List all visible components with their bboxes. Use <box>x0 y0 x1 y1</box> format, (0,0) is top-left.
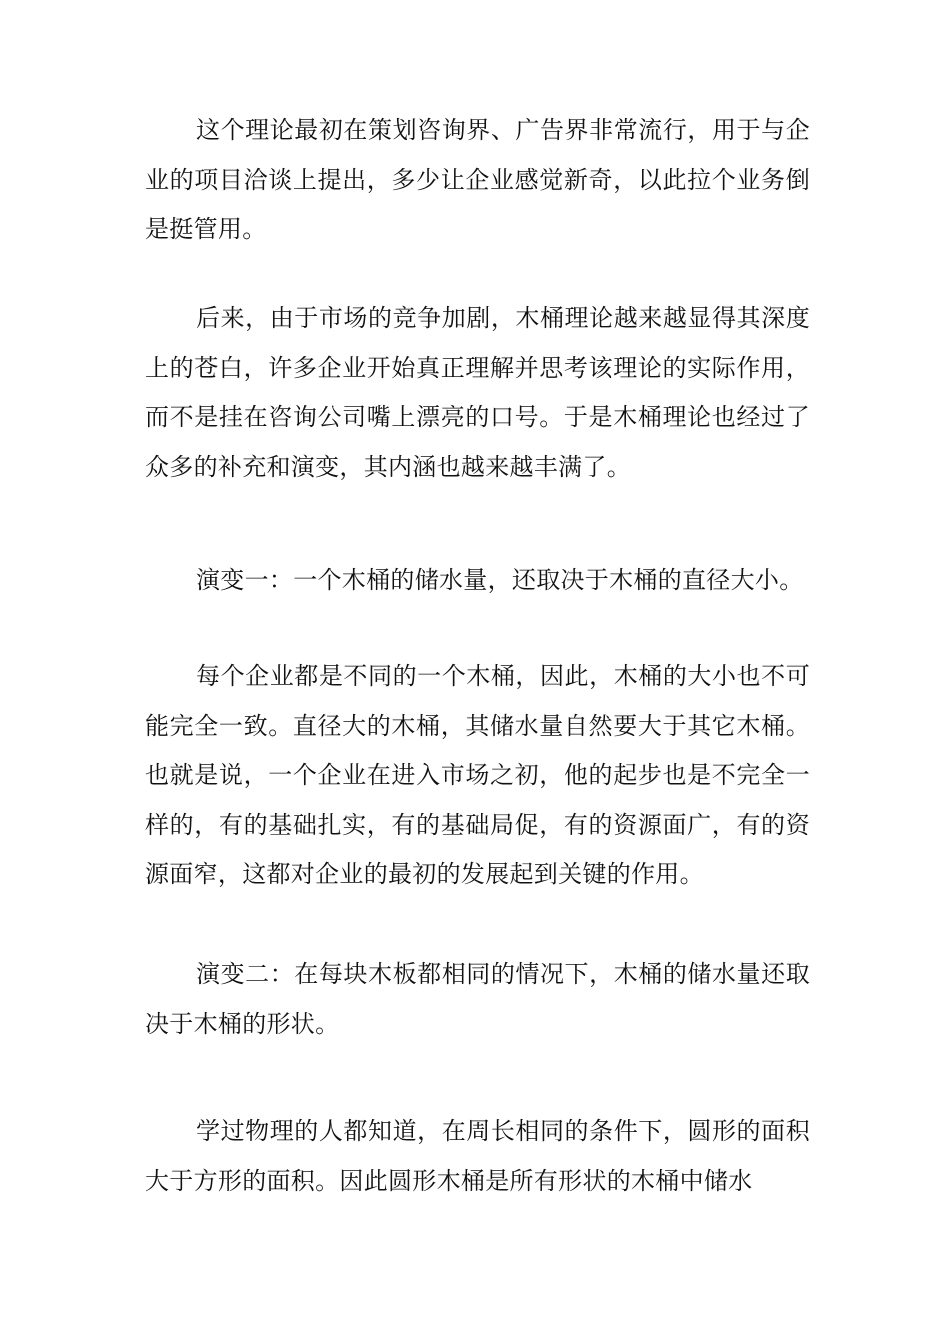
paragraph-2: 后来，由于市场的竞争加剧，木桶理论越来越显得其深度上的苍白，许多企业开始真正理解并思考该理论的实际作用，而不是挂在咨询公司嘴上漂亮的口号。于是木桶理论也经过了众多的补充和演变，其内涵也越来越丰满了。 <box>145 304 810 481</box>
paragraph-4: 每个企业都是不同的一个木桶，因此，木桶的大小也不可能完全一致。直径大的木桶，其储水量自然要大于其它木桶。也就是说，一个企业在进入市场之初，他的起步也是不完全一样的，有的基础扎实，有的基础局促，有的资源面广，有的资源面窄，这都对企业的最初的发展起到关键的作用。 <box>145 662 810 888</box>
paragraph-3: 演变一：一个木桶的储水量，还取决于木桶的直径大小。 <box>196 566 804 594</box>
paragraph-5: 演变二：在每块木板都相同的情况下，木桶的储水量还取决于木桶的形状。 <box>145 960 810 1038</box>
paragraph-1: 这个理论最初在策划咨询界、广告界非常流行，用于与企业的项目洽谈上提出，多少让企业感觉新奇，以此拉个业务倒是挺管用。 <box>145 116 810 243</box>
paragraph-6: 学过物理的人都知道，在周长相同的条件下，圆形的面积大于方形的面积。因此圆形木桶是所有形状的木桶中储水 <box>145 1117 810 1195</box>
